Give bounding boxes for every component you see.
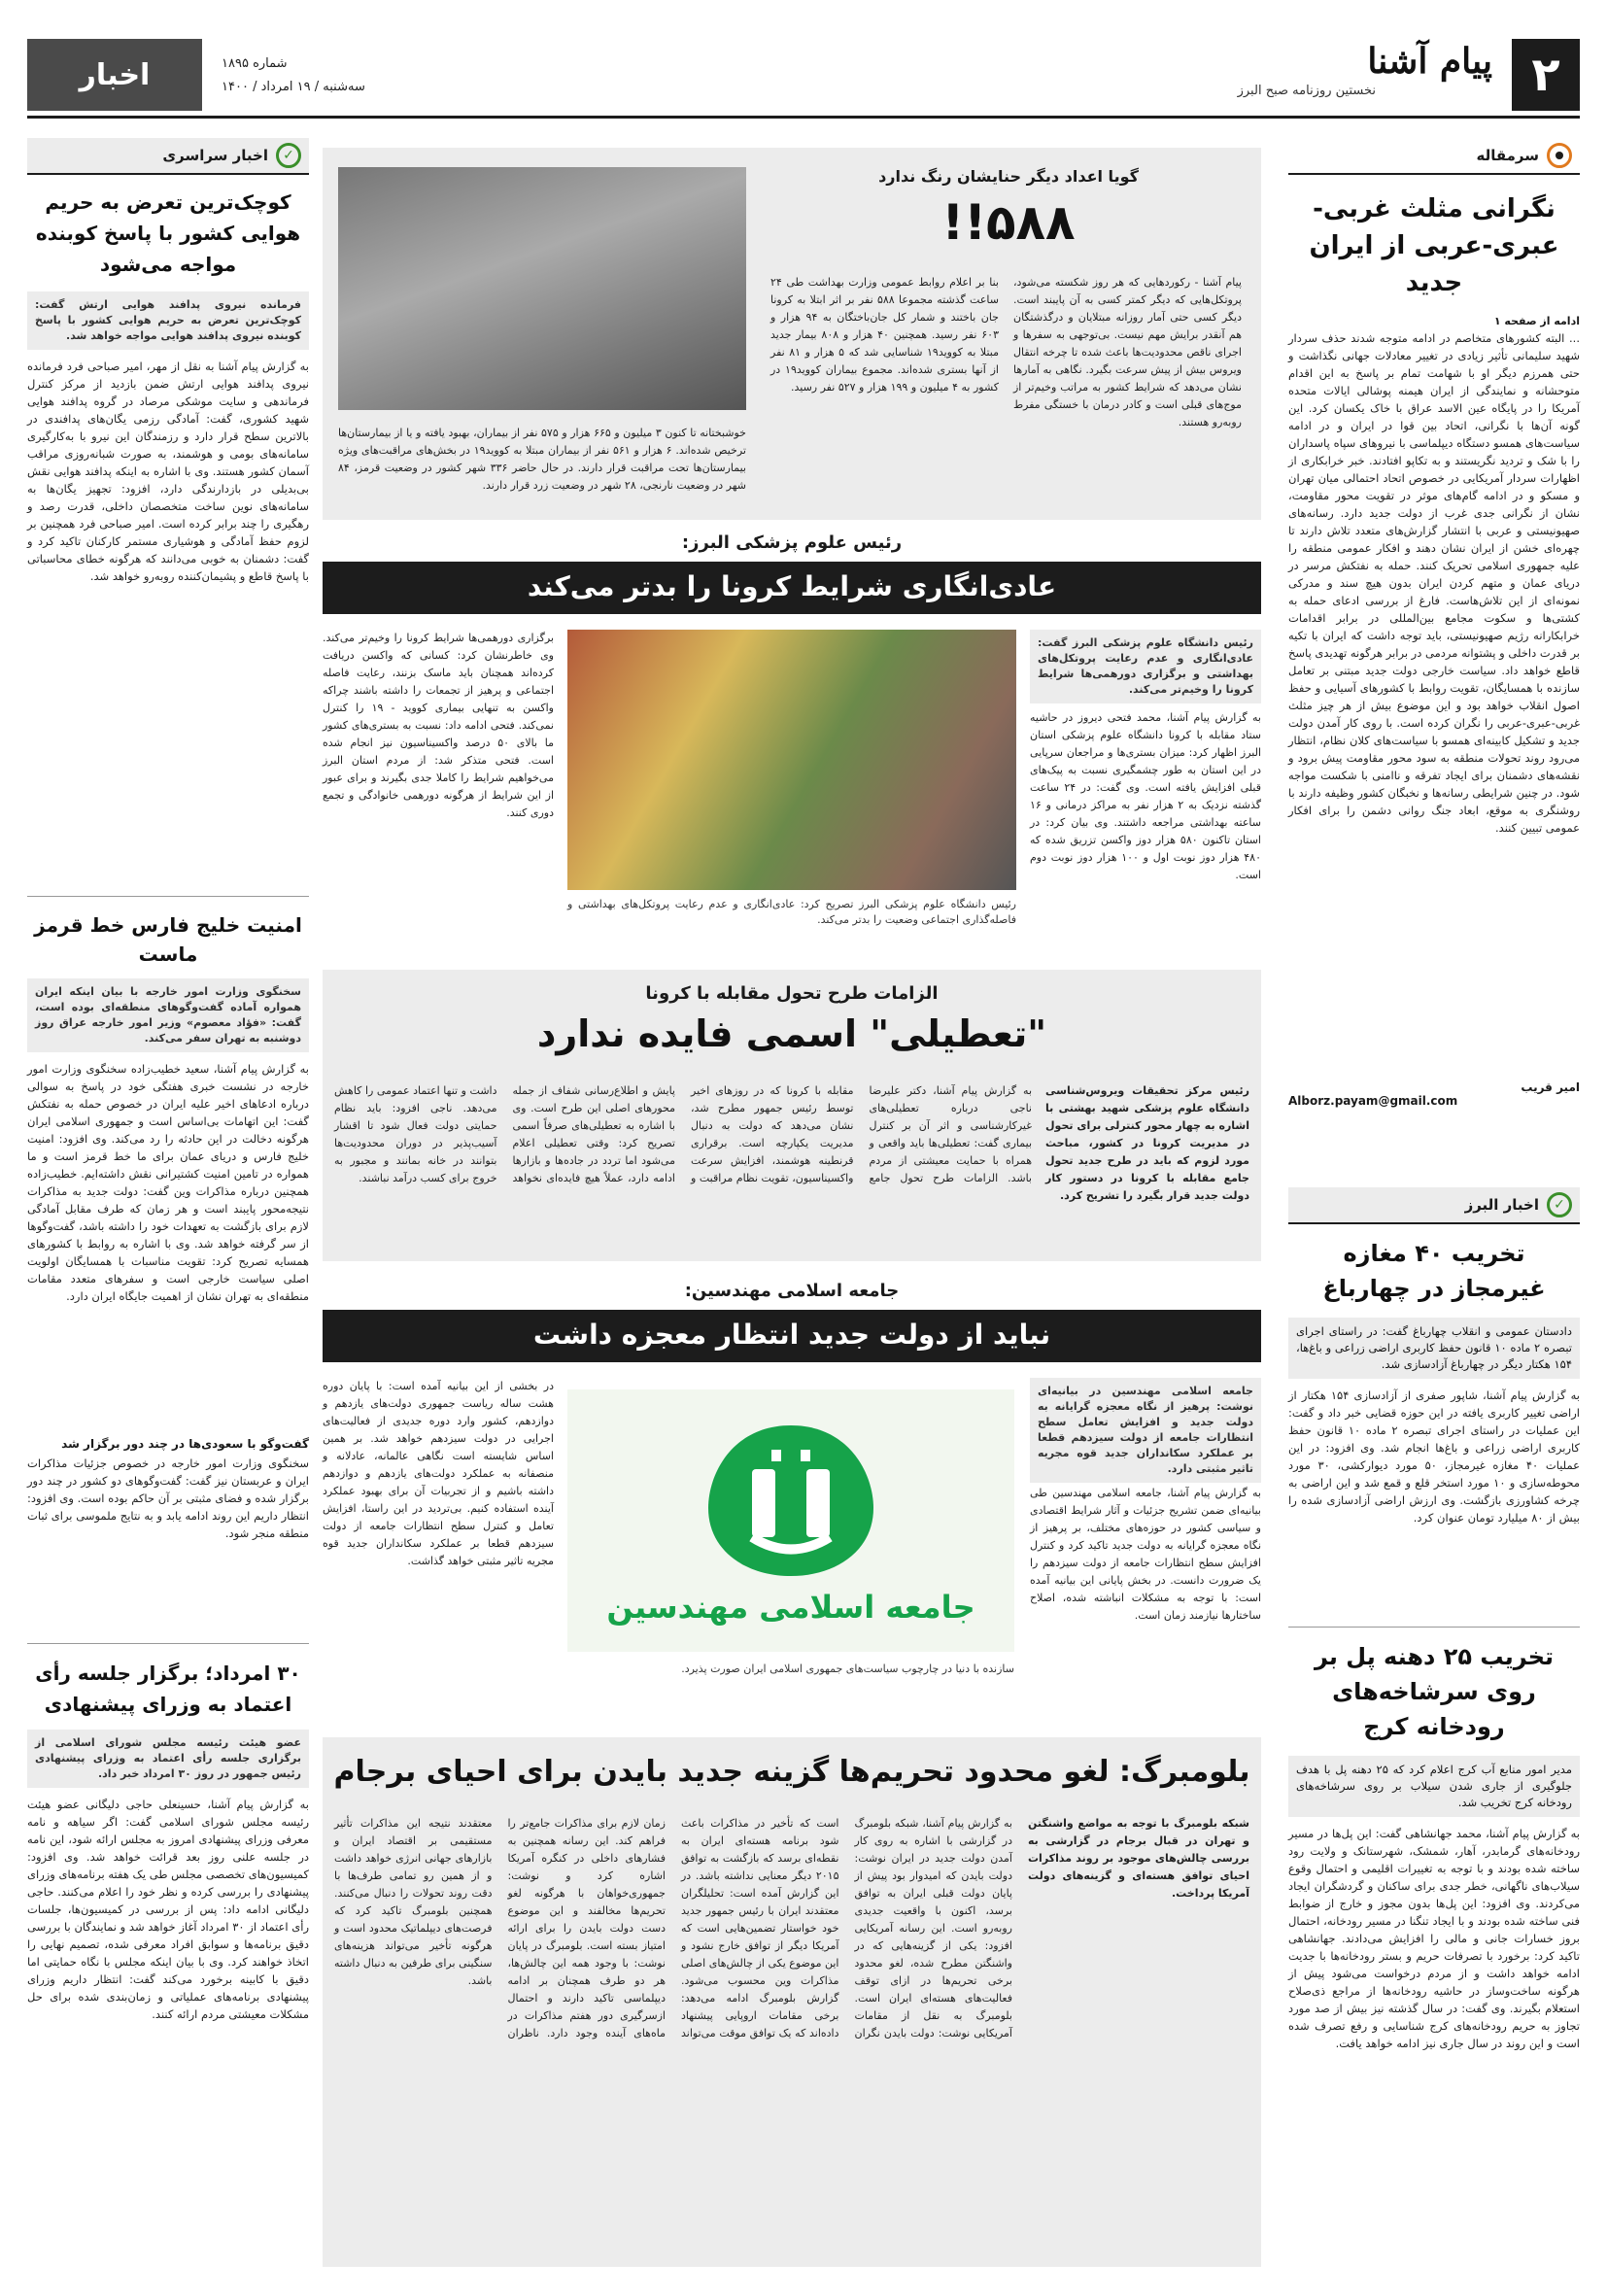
covid-kicker: گویا اعداد دیگر حنایشان رنگ ندارد — [878, 167, 1139, 186]
editorial-column — [1288, 138, 1580, 1173]
masthead-logo: پیام آشنا — [1367, 41, 1492, 82]
bloomberg-story — [323, 1737, 1261, 2267]
national-story1-title: کوچک‌ترین تعرض به حریم هوایی کشور با پاسخ کوبنده مواجه می‌شود — [35, 190, 301, 276]
section-title: اخبار — [27, 39, 202, 111]
alborz-news-column — [1288, 1187, 1580, 2264]
national-story2-subhead: گفت‌وگو با سعودی‌ها در چند دور برگزار شد — [61, 1437, 309, 1451]
alborz-story1-body: به گزارش پیام آشنا، شاپور صفری از آزادسازی ۱۵۴ هکتار از اراضی تغییر کاربری یافته در این حوزه قضایی خبر داد و گفت: این عملیات در راستای اجرای تبصره ۲ ماده ۱۰ قانون حفظ کاربری اراضی زراعی و باغ‌ها انجام شد. وی افزود: در این عملیات ۴۰ مغازه غیرمجاز، ۵۰ مورد دیوارکشی، ۳۰ مورد محوطه‌سازی و ۱۰ مورد استخر قلع و قمع شد و این اراضی به چرخه کشاورزی بازگشت. وی ارزش اراضی آزادسازی شده را بیش از ۸۰ میلیارد تومان عنوان کرد. — [1288, 1388, 1580, 1525]
national-news-header — [27, 138, 309, 175]
engineers-headline: نباید از دولت جدید انتظار معجزه داشت — [323, 1310, 1261, 1362]
closure-story — [323, 970, 1261, 1261]
alborz-medical-body-left: برگزاری دورهمی‌ها شرایط کرونا را وخیم‌تر می‌کند. وی خاطرنشان کرد: کسانی که واکسن دریافت کرده‌اند همچنان باید ماسک بزنند، رعایت فاصله اجتماعی و پرهیز از تجمعات را داشته باشند چراکه واکسن به تنهایی بیماری کووید - ۱۹ را کنترل نمی‌کند. فتحی ادامه داد: نسبت به بستری‌های کشور ما بالای ۵۰ درصد واکسیناسیون نیز انجام شده است. فتحی متذکر شد: از مردم استان البرز می‌خواهیم شرایط را کاملا جدی بگیرند و برای عبور از این شرایط از هرگونه دورهمی خانوادگی و تجمع دوری کنند. — [323, 632, 554, 819]
divider — [1288, 1627, 1580, 1628]
national-story3-lead: عضو هیئت رئیسه مجلس شورای اسلامی از برگزاری جلسه رأی اعتماد به وزرای پیشنهادی رئیس جمهور در روز ۳۰ امرداد خبر داد. — [27, 1730, 309, 1788]
national-story2-lead: سخنگوی وزارت امور خارجه با بیان اینکه ایران همواره آماده گفت‌وگوهای منطقه‌ای بوده است، گفت: «فؤاد معصوم» وزیر امور خارجه عراق روز دوشنبه به تهران سفر می‌کند. — [27, 978, 309, 1052]
alborz-story2-title: تخریب ۲۵ دهنه پل بر روی سرشاخه‌های رودخانه کرج — [1314, 1643, 1555, 1740]
covid-body-right: پیام آشنا - رکوردهایی که هر روز شکسته می‌شود، پروتکل‌هایی که دیگر کمتر کسی به آن پایبند است. دیگر کسی حتی آمار روزانه مبتلایان و درگذشتگان هم آنقدر برایش مهم نیست. بی‌توجهی به سفرها و اجرای ناقص محدودیت‌ها باعث شده تا چرخه انتقال ویروس بیش از پیش سرعت بگیرد. نگاهی به آمارها نشان می‌دهد که شرایط کشور به مراتب وخیم‌تر از موج‌های قبلی است و کادر درمان با خستگی مفرط روبه‌رو هستند. — [1013, 276, 1242, 428]
alborz-story1-lead: دادستان عمومی و انقلاب چهارباغ گفت: در راستای اجرای تبصره ۲ ماده ۱۰ قانون حفظ کاربری اراضی زراعی و باغ‌ها، ۱۵۴ هکتار دیگر در چهارباغ آزادسازی شد. — [1288, 1318, 1580, 1379]
issue-date: سه‌شنبه / ۱۹ امرداد / ۱۴۰۰ — [222, 80, 365, 94]
covid-body-left: بنا بر اعلام روابط عمومی وزارت بهداشت طی ۲۴ ساعت گذشته مجموعا ۵۸۸ نفر بر اثر ابتلا به کرونا جان باختند و شمار کل جان‌باختگان به ۹۴ هزار و ۶۰۳ نفر رسید. همچنین ۴۰ هزار و ۸۰۸ بیمار جدید مبتلا به کووید۱۹ شناسایی شد که ۵ هزار و ۸۱ نفر از آنها بستری شده‌اند. مجموع بیماران کووید۱۹ در کشور به ۴ میلیون و ۱۹۹ هزار و ۵۲۷ نفر رسید. — [770, 276, 999, 394]
alborz-story1-title: تخریب ۴۰ مغازه غیرمجاز در چهارباغ — [1322, 1240, 1546, 1302]
closure-headline: "تعطیلی" اسمی فایده ندارد — [536, 1012, 1047, 1055]
alborz-news-header — [1288, 1187, 1580, 1224]
covid-body-far: خوشبختانه تا کنون ۳ میلیون و ۶۶۵ هزار و ۵۷۵ نفر از بیماران، بهبود یافته و یا از بیمارستان‌ها ترخیص شده‌اند. ۶ هزار و ۵۶۱ نفر از بیماران مبتلا به کووید۱۹ در بخش‌های مراقبت‌های ویژه بیمارستان‌ها تحت مراقبت قرار دارند. در حال حاضر ۳۳۶ شهر کشور در وضعیت قرمز، ۸۴ شهر در وضعیت نارنجی، ۲۸ شهر در وضعیت زرد قرار دارند. — [338, 427, 746, 492]
covid-headline: ۵۸۸!! — [941, 194, 1076, 251]
alborz-medical-headline: عادی‌انگاری شرایط کرونا را بدتر می‌کند — [323, 562, 1261, 614]
engineers-emblem-icon — [694, 1416, 888, 1581]
alborz-news-label: اخبار البرز — [1464, 1196, 1539, 1214]
engineers-body-right: به گزارش پیام آشنا، جامعه اسلامی مهندسین طی بیانیه‌ای ضمن تشریح جزئیات و آثار شرایط اقتصادی و سیاسی کشور در حوزه‌های مختلف، بر پرهیز از نگاه معجزه گرایانه به دولت جدید تاکید کرد و کنترل افزایش سطح انتظارات جامعه از دولت سیزدهم را یک ضرورت دانست. در بخش پایانی این بیانیه آمده است: با توجه به مشکلات انباشته شده، اصلاح ساختارها نیازمند زمان است. — [1030, 1487, 1261, 1622]
national-news-column — [27, 138, 309, 2266]
editorial-body: ... البته کشورهای متخاصم در ادامه متوجه شدند حذف سردار شهید سلیمانی تأثیر زیادی در تغییر معادلات جهانی نگذاشت و حتی همرزم دیگر او با شهامت تمام بر پاسخ به این اقدام متوحشانه و نمایندگی از ایران هیمنه پوشالی ایالات متحده آمریکا را در پایگاه عین الاسد عراق با خاک یکسان کرد. این گونه آن‌ها با نگرانی، اتحاد بین قوا در ایران و در ادامه سیاست‌های همسو دستگاه دیپلماسی با نیروهای سپاه پاسداران را با شک و تردید نگریستند و به تکاپو افتادند. خبر خرابکاری از اظهارات سردار آمریکایی در خصوص اتحاد احتمالی میان تهران و مسکو و در ادامه گام‌های موثر در تقویت محور مقاومت، نشان از نگرانی جدی غرب از دولت جدید دارد. رسانه‌های صهیونیستی و عربی با انتشار گزارش‌های متعدد تلاش دارند تا چهره‌ای خشن از ایران نشان دهند و افکار عمومی منطقه را علیه جمهوری اسلامی تحریک کنند. حمله به نفتکش مرسر در دریای عمان و متهم کردن ایران بدون هیچ سند و مدرکی نمونه‌ای از این تلاش‌هاست. فارغ از بررسی ادعای حمله به کشتی‌ها و سکوت مجامع بین‌المللی در برابر اقدامات خرابکارانه رژیم صهیونیستی، باید توجه داشت که ایران با تکیه بر قدرت داخلی و پشتوانه مردمی در برابر هرگونه تهدیدی پاسخ قاطع خواهد داد. سیاست خارجی دولت جدید مبتنی بر تعامل سازنده با همسایگان، تقویت روابط با کشورهای آسیایی و حفظ اصول انقلاب خواهد بود و این موضوع بیش از هر چیز مثلث غربی-عبری-عربی را نگران کرده است. با روی کار آمدن دولت جدید و تشکیل کابینه‌ای همسو با سیاست‌های کلان نظام، انتظار می‌رود روند تحولات منطقه به سود محور مقاومت پیش برود و نقشه‌های دشمنان برای ایجاد تفرقه و ناامنی با شکست مواجه شود. در چنین شرایطی رسانه‌ها و نخبگان کشور وظیفه دارند با روشنگری به موقع، ابعاد جنگ روانی دشمن را برای افکار عمومی تبیین کنند. — [1288, 331, 1580, 835]
engineers-logo-text: جامعه اسلامی مهندسین — [606, 1589, 975, 1626]
alborz-medical-story — [323, 532, 1261, 946]
market-photo — [567, 630, 1016, 890]
editorial-label: سرمقاله — [1476, 147, 1539, 164]
closure-body: به گزارش پیام آشنا، دکتر علیرضا ناجی درباره تعطیلی‌های غیرکارشناسی و اثر آن بر کنترل بیماری گفت: تعطیلی‌ها باید واقعی و همراه با حمایت معیشتی از مردم باشد. الزامات طرح تحول جامع مقابله با کرونا که در روزهای اخیر توسط رئیس جمهور مطرح شد، نشان می‌دهد که دولت به دنبال مدیریت یکپارچه است. برقراری قرنطینه هوشمند، افزایش سرعت واکسیناسیون، تقویت نظام مراقبت و پایش و اطلاع‌رسانی شفاف از جمله محورهای اصلی این طرح است. وی با اشاره به تعطیلی‌های صرفاً اسمی تصریح کرد: وقتی تعطیلی اعلام می‌شود اما تردد در جاده‌ها و بازارها ادامه دارد، عملاً هیچ فایده‌ای نخواهد داشت و تنها اعتماد عمومی را کاهش می‌دهد. ناجی افزود: باید نظام حمایتی دولت فعال شود تا اقشار آسیب‌پذیر در دوران محدودیت‌ها بتوانند در خانه بمانند و مجبور به خروج برای کسب درآمد نباشند. — [334, 1084, 1032, 1184]
national-story3-title: ۳۰ امرداد؛ برگزار جلسه رأی اعتماد به وزرای پیشنهادی — [35, 1662, 301, 1716]
national-story2-body2: سخنگوی وزارت امور خارجه در خصوص جزئیات مذاکرات ایران و عربستان نیز گفت: گفت‌وگوهای دو کشور در چند دور برگزار شده و فضای مثبتی بر آن حاکم بوده است. وی افزود: انتظار داریم این روند ادامه یابد و به نتایج ملموسی برای ثبات منطقه منجر شود. — [27, 1456, 309, 1540]
editorial-email: Alborz.payam@gmail.com — [1288, 1094, 1458, 1108]
market-photo-caption: رئیس دانشگاه علوم پزشکی البرز تصریح کرد: عادی‌انگاری و عدم رعایت پروتکل‌های بهداشتی و فاصله‌گذاری اجتماعی وضعیت را بدتر می‌کند. — [567, 898, 1016, 926]
editorial-header — [1288, 138, 1580, 175]
engineers-body-left: در بخشی از این بیانیه آمده است: با پایان دوره هشت ساله ریاست جمهوری دولت‌های یازدهم و دوازدهم، کشور وارد دوره جدیدی از فعالیت‌های اجرایی در دولت سیزدهم خواهد شد. بر همین اساس شایسته است نگاهی عالمانه، عادلانه و منصفانه به عملکرد دولت‌های یازدهم و دوازدهم داشته باشیم و از تجربیات آن برای بهبود عملکرد آینده استفاده کنیم. بی‌تردید در این راستا، افزایش تعامل و کنترل سطح انتظارات جامعه از دولت سیزدهم قطعا بر عملکرد سکانداران جدید قوه مجریه تاثیر مثبتی خواهد گذاشت. — [323, 1380, 554, 1567]
covid-story — [323, 148, 1261, 520]
editorial-continued: ادامه از صفحه ۱ — [1493, 315, 1580, 327]
national-story1-body: به گزارش پیام آشنا به نقل از مهر، امیر صباحی فرد فرمانده نیروی پدافند هوایی ارتش ضمن بازدید از مرکز کنترل فرماندهی و سایت موشکی مرصاد در گروه پدافند هوایی شهید کشوری، گفت: آمادگی رزمی یگان‌های پدافندی در بالاترین سطح قرار دارد و رزمندگان این نیرو با به‌کارگیری سامانه‌های بومی و هوشمند، به صورت شبانه‌روزی مراقب آسمان کشور هستند. وی با اشاره به اینکه پدافند هوایی نقش بی‌بدیلی در بازدارندگی دارد، افزود: تجهیز یگان‌ها به سامانه‌های نوین ساخت متخصصان داخلی، قدرت رصد و رهگیری را چند برابر کرده است. امیر صباحی فرد همچنین بر لزوم حفظ آمادگی و هوشیاری مستمر کارکنان تاکید کرد و گفت: دشمنان به خوبی می‌دانند که هرگونه خطای محاسباتی با پاسخ قاطع و پشیمان‌کننده روبه‌رو خواهد شد. — [27, 360, 309, 583]
page-number: ۲ — [1512, 39, 1580, 111]
masthead — [27, 33, 1580, 119]
closure-kicker: الزامات طرح تحول مقابله با کرونا — [645, 983, 939, 1004]
alborz-medical-lead: رئیس دانشگاه علوم پزشکی البرز گفت: عادی‌انگاری و عدم رعایت پروتکل‌های بهداشتی و برگزاری دورهمی‌ها شرایط کرونا را وخیم‌تر می‌کند. — [1030, 630, 1261, 703]
check-icon: ✓ — [276, 143, 301, 168]
national-story1-lead: فرمانده نیروی پدافند هوایی ارتش گفت: کوچک‌ترین تعرض به حریم هوایی کشور با پاسخ کوبنده نیروی پدافند هوایی مواجه خواهد شد. — [27, 291, 309, 350]
check-icon: ✓ — [1547, 1192, 1572, 1217]
national-story2-title: امنیت خلیج فارس خط قرمز ماست — [34, 913, 302, 966]
editorial-author: امیر قریب — [1521, 1080, 1580, 1094]
alborz-medical-kicker: رئیس علوم پزشکی البرز: — [681, 532, 903, 553]
bloomberg-headline: بلومبرگ: لغو محدود تحریم‌ها گزینه جدید بایدن برای احیای برجام — [333, 1755, 1250, 1789]
divider — [27, 896, 309, 897]
engineers-logo — [567, 1389, 1014, 1652]
eye-icon — [1547, 143, 1572, 168]
divider — [27, 1643, 309, 1644]
engineers-caption: سازنده با دنیا در چارچوب سیاست‌های جمهوری اسلامی ایران صورت پذیرد. — [681, 1662, 1014, 1675]
alborz-medical-body-right: به گزارش پیام آشنا، محمد فتحی دیروز در حاشیه ستاد مقابله با کرونا دانشگاه علوم پزشکی استان البرز اظهار کرد: میزان بستری‌ها و مراجعان سرپایی در این استان به طور چشمگیری نسبت به پیک‌های قبلی افزایش یافته است. وی گفت: در ۲۴ ساعت گذشته نزدیک به ۲ هزار نفر به مراکز درمانی و ۱۶ ساعته بهداشتی مراجعه داشتند. وی بیان کرد: در استان تاکنون ۵۸۰ هزار دوز واکسن تزریق شده که ۴۸۰ هزار دوز نوبت اول و ۱۰۰ هزار دوز نوبت دوم است. — [1030, 711, 1261, 881]
bloomberg-body: به گزارش پیام آشنا، شبکه بلومبرگ در گزارشی با اشاره به روی کار آمدن دولت جدید در ایران نوشت: دولت بایدن که امیدوار بود پیش از پایان دولت قبلی ایران به توافق برسد، اکنون با واقعیت جدیدی روبه‌رو است. این رسانه آمریکایی افزود: یکی از گزینه‌هایی که در واشنگتن مطرح شده، لغو محدود برخی تحریم‌ها در ازای توقف فعالیت‌های هسته‌ای ایران است. بلومبرگ به نقل از مقامات آمریکایی نوشت: دولت بایدن نگران است که تأخیر در مذاکرات باعث شود برنامه هسته‌ای ایران به نقطه‌ای برسد که بازگشت به توافق ۲۰۱۵ دیگر معنایی نداشته باشد. در این گزارش آمده است: تحلیلگران معتقدند ایران با رئیس جمهور جدید خود خواستار تضمین‌هایی است که آمریکا دیگر از توافق خارج نشود و این موضوع یکی از چالش‌های اصلی مذاکرات وین محسوب می‌شود. گزارش بلومبرگ ادامه می‌دهد: برخی مقامات اروپایی پیشنهاد داده‌اند که یک توافق موقت می‌تواند زمان لازم برای مذاکرات جامع‌تر را فراهم کند. این رسانه همچنین به فشارهای داخلی در کنگره آمریکا اشاره کرد و نوشت: جمهوری‌خواهان با هرگونه لغو تحریم‌ها مخالفند و این موضوع دست دولت بایدن را برای ارائه امتیاز بسته است. بلومبرگ در پایان نوشت: با وجود همه این چالش‌ها، هر دو طرف همچنان بر ادامه دیپلماسی تاکید دارند و احتمال ازسرگیری دور هفتم مذاکرات در ماه‌های آینده وجود دارد. ناظران معتقدند نتیجه این مذاکرات تأثیر مستقیمی بر اقتصاد ایران و بازارهای جهانی انرژی خواهد داشت و از همین رو تمامی طرف‌ها با دقت روند تحولات را دنبال می‌کنند. همچنین بلومبرگ تاکید کرد که فرصت‌های دیپلماتیک محدود است و هرگونه تأخیر می‌تواند هزینه‌های سنگینی برای طرفین به دنبال داشته باشد. — [334, 1817, 1012, 2039]
editorial-title: نگرانی مثلث غربی-عبری-عربی از ایران جدید — [1309, 194, 1559, 297]
engineers-kicker: جامعه اسلامی مهندسین: — [684, 1281, 900, 1301]
bloomberg-lead: شبکه بلومبرگ با توجه به مواضع واشنگتن و تهران در قبال برجام در گزارشی به بررسی چالش‌های موجود بر روند مذاکرات احیای توافق هسته‌ای و گزینه‌های دولت آمریکا پرداخت. — [1028, 1817, 1249, 1900]
masthead-tagline: نخستین روزنامه صبح البرز — [1237, 84, 1376, 98]
alborz-story2-body: به گزارش پیام آشنا، محمد جهانشاهی گفت: این پل‌ها در مسیر رودخانه‌های گرمابدر، آهار، شمشک، شهرستانک و ولایت رود ساخته شده بودند و با توجه به تغییرات اقلیمی و احتمال وقوع سیلاب‌های ناگهانی، خطر جدی برای ساکنان و گردشگران ایجاد می‌کردند. وی افزود: این پل‌ها بدون مجوز و خارج از ضوابط فنی ساخته شده بودند و با ایجاد تنگنا در مسیر رودخانه، احتمال بروز خسارات جانی و مالی را افزایش می‌دادند. جهانشاهی تاکید کرد: برخورد با تصرفات حریم و بستر رودخانه‌ها با جدیت ادامه خواهد داشت و از مردم درخواست می‌شود پیش از هرگونه ساخت‌وساز در حاشیه رودخانه‌ها از مراجع ذی‌صلاح استعلام بگیرند. وی گفت: در سال گذشته نیز بیش از صد مورد تجاوز به حریم رودخانه‌های کرج شناسایی و رفع تصرف شده است و این روند در سال جاری نیز ادامه خواهد یافت. — [1288, 1827, 1580, 2050]
engineers-lead: جامعه اسلامی مهندسین در بیانیه‌ای نوشت: پرهیز از نگاه معجزه گرایانه به دولت جدید و افزایش تعامل سطح انتظارات جامعه از دولت سیزدهم قطعا بر عملکرد سکانداران جدید قوه مجریه تاثیر مثبتی دارد. — [1030, 1378, 1261, 1483]
issue-number: شماره ۱۸۹۵ — [222, 56, 288, 71]
closure-lead: رئیس مرکز تحقیقات ویروس‌شناسی دانشگاه علوم پزشکی شهید بهشتی با اشاره به چهار محور کنترلی برای تحول در مدیریت کرونا در کشور، مباحث مورد لزوم که باید در طرح جدید تحول جامع مقابله با کرونا در دستور کار دولت جدید قرار بگیرد را تشریح کرد. — [1045, 1084, 1249, 1202]
alborz-story2-lead: مدیر امور منابع آب کرج اعلام کرد که ۲۵ دهنه پل با هدف جلوگیری از جاری شدن سیلاب بر روی سرشاخه‌های رودخانه کرج تخریب شد. — [1288, 1756, 1580, 1817]
covid-photo — [338, 167, 746, 410]
national-story2-body: به گزارش پیام آشنا، سعید خطیب‌زاده سخنگوی وزارت امور خارجه در نشست خبری هفتگی خود در پاسخ به سوالی درباره ادعاهای اخیر علیه ایران در خصوص حمله به نفتکش گفت: این اتهامات بی‌اساس است و جمهوری اسلامی ایران هرگونه دخالت در این حادثه را رد می‌کند. وی افزود: امنیت خلیج فارس و دریای عمان برای ما خط قرمز است و ما همواره در تامین امنیت کشتیرانی نقش داشته‌ایم. خطیب‌زاده همچنین درباره مذاکرات وین گفت: دولت جدید به مذاکرات نتیجه‌محور پایبند است و هر زمان که طرف مقابل آمادگی لازم برای بازگشت به تعهدات خود را داشته باشد، گفت‌وگوها از سر گرفته خواهد شد. وی با اشاره به روابط با کشورهای همسایه تصریح کرد: تقویت مناسبات با همسایگان اولویت اصلی سیاست خارجی است و سفرهای متعدد مقامات منطقه‌ای به تهران نشان از اهمیت جایگاه ایران دارد. — [27, 1062, 309, 1303]
national-story3-body: به گزارش پیام آشنا، حسینعلی حاجی دلیگانی عضو هیئت رئیسه مجلس شورای اسلامی گفت: اگر سیاهه و نامه معرفی وزرای پیشنهادی امروز به مجلس ارائه شود، این نامه در جلسه علنی روز بعد قرائت خواهد شد. وی افزود: کمیسیون‌های تخصصی مجلس طی یک هفته برنامه‌های وزرای پیشنهادی را بررسی کرده و نظر خود را اعلام می‌کنند. حاجی دلیگانی ادامه داد: پس از بررسی در کمیسیون‌ها، جلسات رأی اعتماد از ۳۰ امرداد آغاز خواهد شد و نمایندگان با بررسی دقیق برنامه‌ها و سوابق افراد معرفی شده، تصمیم نهایی را اتخاذ خواهند کرد. وی با بیان اینکه مجلس با نگاه حمایتی اما دقیق با کابینه برخورد می‌کند گفت: انتظار داریم وزرای پیشنهادی برنامه‌های عملیاتی و زمان‌بندی شده برای حل مشکلات معیشتی مردم ارائه کنند. — [27, 1798, 310, 2021]
national-news-label: اخبار سراسری — [162, 147, 268, 164]
